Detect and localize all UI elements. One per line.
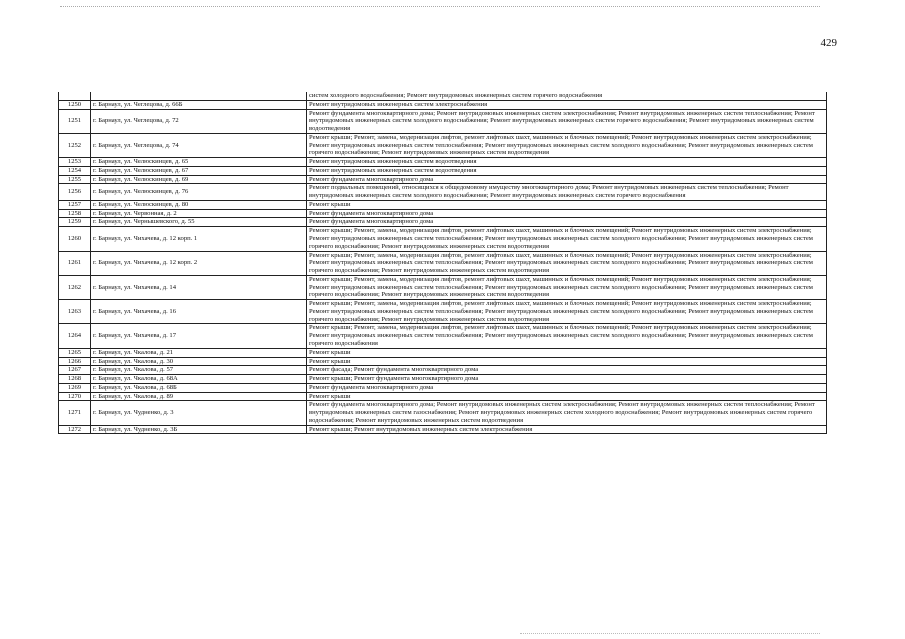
work-type-cell: Ремонт фундамента многоквартирного дома [307,175,827,184]
work-type-cell: Ремонт крыши; Ремонт, замена, модернизация лифтов, ремонт лифтовых шахт, машинных и блочных помещений; Ремонт внутридомовых инженерных систем электроснабжения; Ремонт внутридомовых инженерных систем теплоснабжения; Ремонт внутридомовых инженерных систем холодного водоснабжения; Ремонт внутридомовых инженерных систем горячего водоснабжения; Ремонт внутридомовых инженерных систем водоотведения [307,251,827,275]
address-cell: г. Барнаул, ул. Челюскинцев, д. 67 [91,166,307,175]
address-cell: г. Барнаул, ул. Чкалова, д. 30 [91,357,307,366]
work-type-cell: Ремонт фундамента многоквартирного дома; Ремонт внутридомовых инженерных систем электроснабжения; Ремонт внутридомовых инженерных систем теплоснабжения; Ремонт внутридомовых инженерных систем холодного водоснабжения; Ремонт внутридомовых инженерных систем горячего водоснабжения; Ремонт внутридомовых инженерных систем водоотведения [307,109,827,133]
address-cell: г. Барнаул, ул. Чихачева, д. 12 корп. 2 [91,251,307,275]
address-cell: г. Барнаул, ул. Чихачева, д. 12 корп. 1 [91,227,307,251]
work-type-cell: Ремонт фундамента многоквартирного дома [307,218,827,227]
row-number-cell: 1256 [59,184,91,201]
table-row [59,392,827,401]
row-number-cell: 1255 [59,175,91,184]
work-type-cell: Ремонт фасада; Ремонт фундамента многоквартирного дома [307,366,827,375]
address-cell: г. Барнаул, ул. Челюскинцев, д. 80 [91,200,307,209]
address-cell: г. Барнаул, ул. Чкалова, д. 57 [91,366,307,375]
table-row [59,100,827,109]
page-number: 429 [820,37,837,49]
address-cell: г. Барнаул, ул. Челюскинцев, д. 69 [91,175,307,184]
table-row [59,209,827,218]
row-number-cell: 1266 [59,357,91,366]
row-number-cell: 1257 [59,200,91,209]
table-row [59,366,827,375]
work-type-cell: Ремонт крыши; Ремонт фундамента многоквартирного дома [307,375,827,384]
address-cell: г. Барнаул, ул. Чудненко, д. 3Б [91,425,307,434]
address-cell: г. Барнаул, ул. Чеглецова, д. 74 [91,133,307,157]
row-number-cell: 1267 [59,366,91,375]
table-row [59,348,827,357]
work-type-cell: Ремонт фундамента многоквартирного дома; Ремонт внутридомовых инженерных систем электроснабжения; Ремонт внутридомовых инженерных систем теплоснабжения; Ремонт внутридомовых инженерных систем газоснабжения; Ремонт внутридомовых инженерных систем холодного водоснабжения; Ремонт внутридомовых инженерных систем горячего водоснабжения; Ремонт внутридомовых инженерных систем водоотведения [307,401,827,425]
address-cell: г. Барнаул, ул. Чеглецова, д. 66Б [91,100,307,109]
address-cell: г. Барнаул, ул. Чкалова, д. 21 [91,348,307,357]
work-type-cell: Ремонт внутридомовых инженерных систем водоотведения [307,166,827,175]
row-number-cell: 1271 [59,401,91,425]
address-cell: г. Барнаул, ул. Червонная, д. 2 [91,209,307,218]
work-type-cell: Ремонт фундамента многоквартирного дома [307,383,827,392]
row-number-cell: 1251 [59,109,91,133]
table-row [59,324,827,348]
row-number-cell: 1250 [59,100,91,109]
row-number-cell: 1272 [59,425,91,434]
table-row [59,300,827,324]
work-type-cell: Ремонт крыши; Ремонт внутридомовых инженерных систем электроснабжения [307,425,827,434]
repair-register-table [58,92,827,434]
scan-artifact-top [60,6,820,8]
address-cell: г. Барнаул, ул. Чкалова, д. 89 [91,392,307,401]
row-number-cell: 1264 [59,324,91,348]
table-body [59,92,827,434]
table-row [59,158,827,167]
work-type-cell: Ремонт внутридомовых инженерных систем электроснабжения [307,100,827,109]
address-cell: г. Барнаул, ул. Челюскинцев, д. 76 [91,184,307,201]
continuation-row [59,92,827,100]
table-row [59,357,827,366]
work-type-cell: Ремонт крыши; Ремонт, замена, модернизация лифтов, ремонт лифтовых шахт, машинных и блочных помещений; Ремонт внутридомовых инженерных систем электроснабжения; Ремонт внутридомовых инженерных систем теплоснабжения; Ремонт внутридомовых инженерных систем холодного водоснабжения; Ремонт внутридомовых инженерных систем горячего водоснабжения; Ремонт внутридомовых инженерных систем водоотведения [307,133,827,157]
table-row [59,133,827,157]
table-row [59,425,827,434]
address-cell: г. Барнаул, ул. Чеглецова, д. 72 [91,109,307,133]
table-row [59,109,827,133]
row-number-cell: 1254 [59,166,91,175]
row-number-cell: 1261 [59,251,91,275]
row-number-cell: 1263 [59,300,91,324]
table-row [59,184,827,201]
row-number-cell: 1269 [59,383,91,392]
work-type-cell: Ремонт внутридомовых инженерных систем водоотведения [307,158,827,167]
row-number-cell: 1268 [59,375,91,384]
work-type-cell: Ремонт крыши; Ремонт, замена, модернизация лифтов, ремонт лифтовых шахт, машинных и блочных помещений; Ремонт внутридомовых инженерных систем электроснабжения; Ремонт внутридомовых инженерных систем теплоснабжения; Ремонт внутридомовых инженерных систем холодного водоснабжения; Ремонт внутридомовых инженерных систем горячего водоснабжения; Ремонт внутридомовых инженерных систем водоотведения [307,227,827,251]
table-row [59,375,827,384]
work-type-cell: Ремонт подвальных помещений, относящихся к общедомовому имуществу многоквартирного дома; Ремонт внутридомовых инженерных систем теплоснабжения; Ремонт внутридомовых инженерных систем холодного водоснабжения; Ремонт внутридомовых инженерных систем горячего водоснабжения [307,184,827,201]
work-type-cell: Ремонт крыши; Ремонт, замена, модернизация лифтов, ремонт лифтовых шахт, машинных и блочных помещений; Ремонт внутридомовых инженерных систем электроснабжения; Ремонт внутридомовых инженерных систем теплоснабжения; Ремонт внутридомовых инженерных систем холодного водоснабжения; Ремонт внутридомовых инженерных систем горячего водоснабжения; Ремонт внутридомовых инженерных систем водоотведения [307,300,827,324]
row-number-cell: 1262 [59,275,91,299]
table-row [59,275,827,299]
work-type-cell: Ремонт крыши; Ремонт, замена, модернизация лифтов, ремонт лифтовых шахт, машинных и блочных помещений; Ремонт внутридомовых инженерных систем электроснабжения; Ремонт внутридомовых инженерных систем теплоснабжения; Ремонт внутридомовых инженерных систем холодного водоснабжения; Ремонт внутридомовых инженерных систем горячего водоснабжения [307,324,827,348]
table-row [59,200,827,209]
address-cell: г. Барнаул, ул. Чихачева, д. 14 [91,275,307,299]
table-row [59,383,827,392]
table-row [59,218,827,227]
table-row [59,175,827,184]
address-cell: г. Барнаул, ул. Чернышевского, д. 55 [91,218,307,227]
continuation-work-cell: систем холодного водоснабжения; Ремонт внутридомовых инженерных систем горячего водоснабжения [307,92,827,100]
address-cell: г. Барнаул, ул. Чихачева, д. 16 [91,300,307,324]
row-number-cell: 1258 [59,209,91,218]
table-row [59,227,827,251]
work-type-cell: Ремонт крыши [307,200,827,209]
address-cell: г. Барнаул, ул. Чудненко, д. 3 [91,401,307,425]
row-number-cell: 1253 [59,158,91,167]
table-row [59,166,827,175]
row-number-cell: 1260 [59,227,91,251]
row-number-cell: 1259 [59,218,91,227]
address-cell: г. Барнаул, ул. Чкалова, д. 68А [91,375,307,384]
address-cell: г. Барнаул, ул. Челюскинцев, д. 65 [91,158,307,167]
work-type-cell: Ремонт крыши [307,357,827,366]
row-number-cell: 1270 [59,392,91,401]
address-cell: г. Барнаул, ул. Чихачева, д. 17 [91,324,307,348]
work-type-cell: Ремонт крыши; Ремонт, замена, модернизация лифтов, ремонт лифтовых шахт, машинных и блочных помещений; Ремонт внутридомовых инженерных систем электроснабжения; Ремонт внутридомовых инженерных систем теплоснабжения; Ремонт внутридомовых инженерных систем холодного водоснабжения; Ремонт внутридомовых инженерных систем горячего водоснабжения; Ремонт внутридомовых инженерных систем водоотведения [307,275,827,299]
work-type-cell: Ремонт фундамента многоквартирного дома [307,209,827,218]
table-row [59,251,827,275]
continuation-address-cell [91,92,307,100]
work-type-cell: Ремонт крыши [307,392,827,401]
work-type-cell: Ремонт крыши [307,348,827,357]
address-cell: г. Барнаул, ул. Чкалова, д. 68Б [91,383,307,392]
row-number-cell: 1265 [59,348,91,357]
table-row [59,401,827,425]
continuation-num-cell [59,92,91,100]
scan-artifact-bottom [520,633,820,635]
row-number-cell: 1252 [59,133,91,157]
